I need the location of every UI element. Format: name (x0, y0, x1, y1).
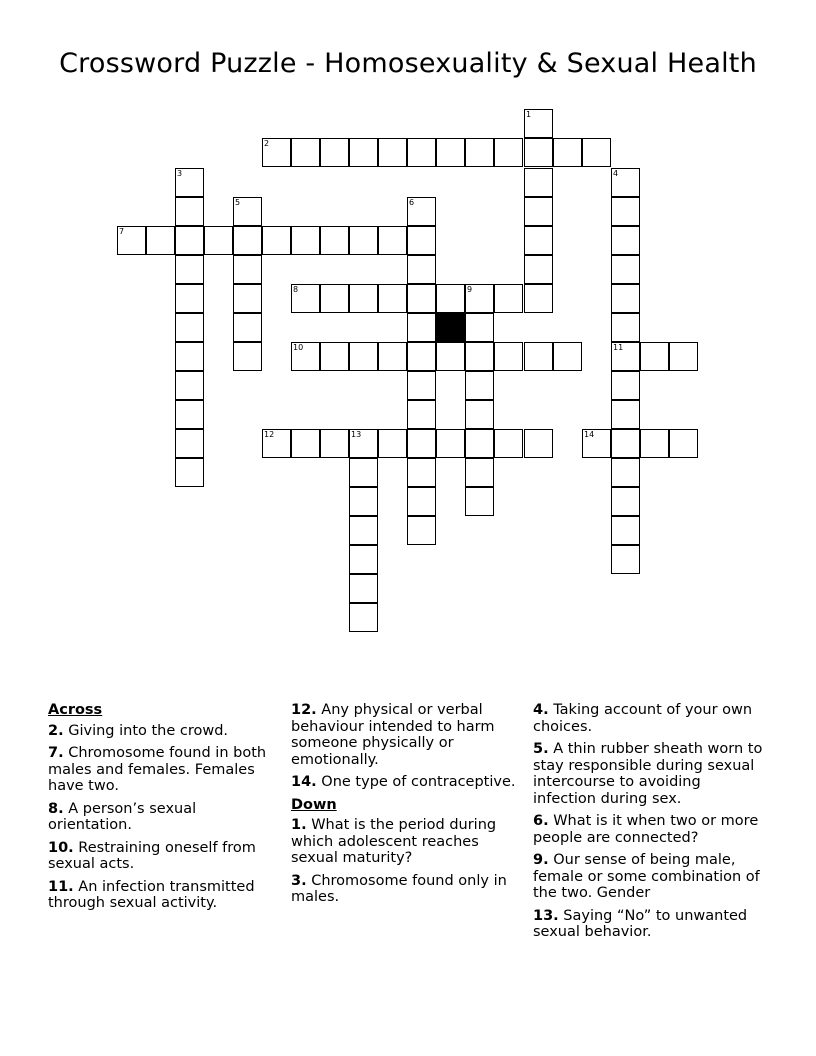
grid-cell[interactable] (407, 516, 436, 545)
clue-across-11: 11. An infection transmitted through sexual activity. (48, 878, 255, 911)
grid-cell[interactable] (640, 429, 669, 458)
clue-column-1 (48, 702, 273, 918)
grid-cell[interactable] (407, 138, 436, 167)
grid-cell[interactable] (349, 342, 378, 371)
grid-cell[interactable] (524, 255, 553, 284)
grid-cell[interactable] (175, 197, 204, 226)
grid-cell[interactable] (611, 516, 640, 545)
grid-cell[interactable] (436, 284, 465, 313)
grid-cell[interactable] (611, 255, 640, 284)
grid-cell[interactable] (233, 226, 262, 255)
grid-cell[interactable] (524, 429, 553, 458)
down-header: Down (291, 796, 337, 813)
grid-cell-13[interactable] (349, 429, 378, 458)
grid-cell-11[interactable] (611, 342, 640, 371)
grid-cell[interactable] (175, 371, 204, 400)
cell-number: 14 (584, 430, 595, 439)
grid-cell[interactable] (320, 429, 349, 458)
grid-cell[interactable] (611, 487, 640, 516)
grid-cell[interactable] (175, 458, 204, 487)
grid-cell[interactable] (349, 574, 378, 603)
cell-number: 7 (119, 227, 125, 236)
cell-number: 1 (526, 110, 532, 119)
grid-cell[interactable] (378, 138, 407, 167)
clue-across-10: 10. Restraining oneself from sexual acts. (48, 839, 256, 872)
grid-cell[interactable] (349, 226, 378, 255)
grid-cell[interactable] (524, 342, 553, 371)
grid-cell[interactable] (175, 429, 204, 458)
grid-cell[interactable] (349, 458, 378, 487)
grid-cell[interactable] (407, 313, 436, 342)
grid-cell[interactable] (349, 138, 378, 167)
grid-cell[interactable] (553, 342, 582, 371)
cell-number: 4 (613, 169, 619, 178)
grid-cell[interactable] (494, 429, 523, 458)
grid-cell[interactable] (465, 138, 494, 167)
grid-cell[interactable] (407, 458, 436, 487)
grid-cell[interactable] (640, 342, 669, 371)
clue-column-2 (291, 702, 516, 912)
cell-number: 2 (264, 139, 270, 148)
grid-cell[interactable] (669, 342, 698, 371)
clue-across-14: 14. One type of contraceptive. (291, 774, 516, 790)
grid-cell[interactable] (175, 226, 204, 255)
grid-cell[interactable] (233, 284, 262, 313)
page-title: Crossword Puzzle - Homosexuality & Sexual Health (59, 48, 757, 79)
grid-cell-7[interactable] (117, 226, 146, 255)
cell-number: 12 (264, 430, 275, 439)
clue-down-6: 6. What is it when two or more people are connected? (533, 813, 759, 846)
grid-cell[interactable] (524, 197, 553, 226)
grid-cell[interactable] (436, 342, 465, 371)
grid-cell[interactable] (146, 226, 175, 255)
grid-cell[interactable] (291, 226, 320, 255)
cell-number: 3 (177, 169, 183, 178)
grid-cell[interactable] (175, 313, 204, 342)
grid-cell[interactable] (407, 284, 436, 313)
grid-cell-8[interactable] (291, 284, 320, 313)
grid-cell[interactable] (494, 138, 523, 167)
grid-cell[interactable] (465, 400, 494, 429)
cell-number: 5 (235, 198, 241, 207)
grid-cell-3[interactable] (175, 168, 204, 197)
grid-cell[interactable] (378, 284, 407, 313)
grid-cell[interactable] (349, 603, 378, 632)
grid-cell[interactable] (465, 458, 494, 487)
grid-cell[interactable] (524, 168, 553, 197)
grid-cell[interactable] (262, 226, 291, 255)
grid-cell[interactable] (320, 226, 349, 255)
grid-cell[interactable] (669, 429, 698, 458)
grid-cell[interactable] (407, 400, 436, 429)
grid-cell[interactable] (407, 255, 436, 284)
grid-cell-1[interactable] (524, 109, 553, 138)
cell-number: 10 (293, 343, 304, 352)
grid-cell[interactable] (465, 313, 494, 342)
grid-cell[interactable] (524, 226, 553, 255)
clue-across-8: 8. A person’s sexual orientation. (48, 800, 197, 833)
grid-cell[interactable] (233, 313, 262, 342)
cell-number: 11 (613, 343, 624, 352)
grid-cell-9[interactable] (465, 284, 494, 313)
grid-cell[interactable] (349, 545, 378, 574)
grid-cell[interactable] (349, 487, 378, 516)
grid-cell-5[interactable] (233, 197, 262, 226)
grid-cell[interactable] (436, 429, 465, 458)
grid-cell[interactable] (524, 284, 553, 313)
grid-cell[interactable] (291, 138, 320, 167)
grid-cell[interactable] (582, 138, 611, 167)
grid-cell[interactable] (175, 400, 204, 429)
grid-cell[interactable] (407, 487, 436, 516)
grid-cell[interactable] (204, 226, 233, 255)
grid-cell[interactable] (378, 342, 407, 371)
grid-cell[interactable] (611, 226, 640, 255)
grid-cell[interactable] (611, 429, 640, 458)
grid-cell[interactable] (611, 284, 640, 313)
cell-number: 6 (409, 198, 415, 207)
cell-number: 8 (293, 285, 299, 294)
grid-cell[interactable] (175, 284, 204, 313)
grid-cell-12[interactable] (262, 429, 291, 458)
grid-cell[interactable] (175, 255, 204, 284)
grid-cell[interactable] (349, 516, 378, 545)
grid-cell[interactable] (407, 371, 436, 400)
grid-cell-2[interactable] (262, 138, 291, 167)
clue-across-12: 12. Any physical or verbal behaviour intended to harm someone physically or emotionally. (291, 702, 495, 768)
grid-cell[interactable] (611, 545, 640, 574)
grid-cell[interactable] (291, 429, 320, 458)
grid-cell-14[interactable] (582, 429, 611, 458)
grid-cell[interactable] (436, 138, 465, 167)
grid-cell[interactable] (349, 284, 378, 313)
clue-across-2: 2. Giving into the crowd. (48, 722, 229, 739)
grid-cell[interactable] (465, 371, 494, 400)
grid-cell-10[interactable] (291, 342, 320, 371)
grid-cell[interactable] (494, 284, 523, 313)
clue-down-5: 5. A thin rubber sheath worn to stay responsible during sexual intercourse to avoiding infection during sex. (533, 741, 763, 807)
grid-cell[interactable] (320, 138, 349, 167)
grid-cell[interactable] (611, 371, 640, 400)
grid-cell-6[interactable] (407, 197, 436, 226)
grid-cell[interactable] (378, 226, 407, 255)
grid-cell[interactable] (611, 458, 640, 487)
cell-number: 9 (467, 285, 473, 294)
grid-cell[interactable] (524, 138, 553, 167)
grid-cell[interactable] (320, 342, 349, 371)
cell-number: 13 (351, 430, 362, 439)
grid-cell[interactable] (611, 197, 640, 226)
clue-down-13: 13. Saying “No” to unwanted sexual behavior. (533, 907, 748, 940)
clue-across-7: 7. Chromosome found in both males and females. Females have two. (48, 745, 267, 794)
grid-cell[interactable] (407, 226, 436, 255)
clue-down-1: 1. What is the period during which adolescent reaches sexual maturity? (291, 817, 497, 866)
grid-cell[interactable] (233, 255, 262, 284)
across-header: Across (48, 702, 103, 718)
grid-cell[interactable] (465, 487, 494, 516)
clue-down-4: 4. Taking account of your own choices. (533, 702, 753, 735)
clue-down-3: 3. Chromosome found only in males. (291, 872, 507, 905)
grid-cell[interactable] (553, 138, 582, 167)
grid-cell[interactable] (320, 284, 349, 313)
grid-cell[interactable] (611, 400, 640, 429)
grid-cell-4[interactable] (611, 168, 640, 197)
clue-column-3 (533, 702, 765, 947)
grid-cell[interactable] (233, 342, 262, 371)
grid-cell[interactable] (465, 429, 494, 458)
grid-cell-black (436, 313, 465, 342)
grid-cell[interactable] (378, 429, 407, 458)
grid-cell[interactable] (175, 342, 204, 371)
grid-cell[interactable] (611, 313, 640, 342)
grid-cell[interactable] (407, 429, 436, 458)
grid-cell[interactable] (494, 342, 523, 371)
grid-cell[interactable] (465, 342, 494, 371)
clue-down-9: 9. Our sense of being male, female or some combination of the two. Gender (533, 852, 760, 901)
grid-cell[interactable] (407, 342, 436, 371)
